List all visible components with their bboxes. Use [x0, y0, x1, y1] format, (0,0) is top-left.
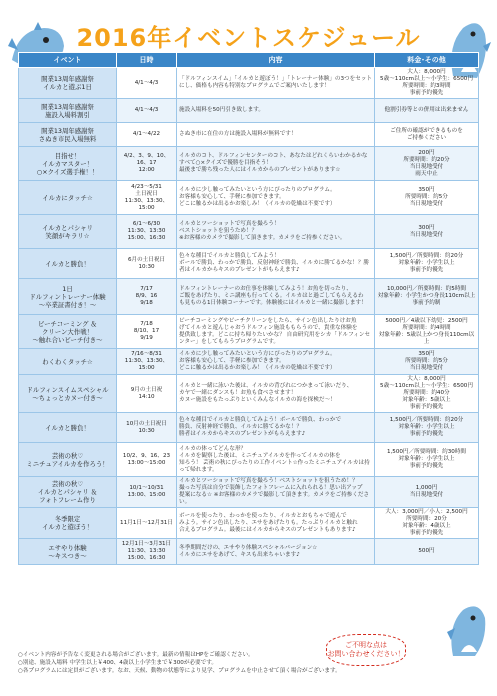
event-name-line: ～ちょっとカヌー付き～ — [32, 393, 103, 402]
date-line: 4/23～5/31 — [131, 183, 162, 190]
event-name-cell — [19, 315, 117, 349]
date-cell — [117, 99, 177, 123]
date-line: 15:00、16:30 — [127, 235, 166, 241]
fee-line: 当日現地受付 — [409, 163, 444, 170]
table-row — [19, 181, 479, 215]
event-name-line: イルカにタッチ☆ — [42, 193, 93, 202]
content-cell — [177, 349, 375, 375]
date-cell — [117, 508, 177, 539]
date-line: 9月の土日祝 — [130, 386, 163, 393]
content-cell — [177, 147, 375, 181]
date-cell — [117, 249, 177, 279]
date-cell — [117, 413, 177, 443]
fee-line: 大人：8,000円 — [407, 69, 446, 75]
fee-cell — [375, 123, 479, 147]
content-line: 冬季期間だけの、エサやり体験スペシャルバージョン☆ — [179, 544, 318, 551]
content-line: どこに触るかは出るかお楽しみ！（イルカの乾燥は不要です） — [179, 365, 336, 371]
content-line: にし、価格も内容も特別なプログラムでご案内いたします！ — [179, 83, 330, 89]
date-line: 6月の土日祝日 — [127, 256, 166, 263]
fee-line: ご持参ください — [406, 134, 447, 141]
table-row — [19, 279, 479, 315]
date-line: 6/1～6/30 — [132, 221, 161, 227]
date-line: 11:30、13:30、15:00 — [124, 197, 169, 211]
content-line: も見ものる1日体験コーナーです。体験後にはイルカと一緒に撮影します！ — [179, 300, 367, 306]
fee-cell — [375, 413, 479, 443]
content-line: イルカに少し触ってみたいという方にぴったりのプログラム。 — [179, 187, 336, 193]
table-row — [19, 68, 479, 99]
fee-line: 所要時間：20分 — [406, 516, 447, 522]
fee-line: 所要時間：約20分 — [403, 156, 450, 163]
fee-cell — [375, 249, 479, 279]
content-line: 施設入場料を50円引き致します。 — [179, 107, 264, 113]
fee-line: 大人：3,000円／小人：2,500円 — [385, 509, 468, 515]
event-name-line: 笑顔がキラリ☆ — [45, 231, 90, 240]
table-row — [19, 375, 479, 413]
date-line: 11:30、13:30 — [127, 228, 166, 234]
date-line: 8/10、17 — [133, 328, 160, 334]
event-name-line: 開業13周年感謝祭 — [41, 75, 94, 83]
date-cell — [117, 315, 177, 349]
content-cell — [177, 315, 375, 349]
event-name-line: イルカと遊ぶ1日 — [43, 83, 92, 91]
content-line: ベストショットを狙うため！？ — [179, 228, 258, 234]
event-name-cell — [19, 508, 117, 539]
bubble-line: お問い合わせください！ — [327, 650, 405, 658]
fee-line: 所要時間：約5分 — [405, 358, 448, 364]
content-line: カヌー施設をもたっぷりといくみんなイルカの海を探検だ～！ — [179, 397, 336, 403]
header-content: 内容 — [177, 53, 375, 68]
event-name-line: ～キスつき～ — [48, 551, 87, 560]
date-line: 12:00 — [138, 167, 155, 173]
table-row — [19, 99, 479, 123]
table-row — [19, 215, 479, 249]
table-header-row — [19, 53, 479, 68]
date-line: 13:00、15:00 — [127, 492, 166, 498]
content-line: イルカと一緒に泳いた後は、イルカの背びれにつかまって泳いだり、 — [179, 383, 353, 389]
date-cell — [117, 68, 177, 99]
fee-line: 対象年齢：小学生以上 — [398, 424, 455, 430]
content-line: 提供致します。どこに持ち帰りたいかな？ 自由研究用をシカ「ドルフィンセンター」をしてもらうプログラムです。 — [179, 331, 371, 345]
fee-line: 500円 — [418, 548, 435, 554]
fee-line: 対象年齢：小学生かつ身長110cm以上 — [377, 293, 476, 299]
fee-line: 対象年齢：5歳以上かつ身長110cm以上 — [378, 331, 475, 345]
content-line: すべて○×クイズで優勝を目指そう！ — [179, 160, 273, 166]
event-name-line: イルカと勝負！ — [45, 423, 90, 432]
event-name-line: イルカと勝負！ — [45, 259, 90, 268]
fee-cell — [375, 539, 479, 565]
date-cell — [117, 539, 177, 565]
content-line: みよう。サイン色出したり、エサをあげたりも。たっぷりイルカと触れ — [179, 519, 358, 526]
event-name-line: ○×クイズ選手権！！ — [36, 167, 99, 176]
date-cell — [117, 215, 177, 249]
fee-line: 事前予約優先 — [409, 267, 444, 273]
date-line: 12月1日～3月31日 — [121, 541, 172, 547]
date-line: 10:30 — [138, 263, 155, 270]
event-name-line: 冬季限定 — [54, 515, 81, 523]
fee-cell — [375, 279, 479, 315]
fee-cell — [375, 375, 479, 413]
fee-line: 1,000円 — [415, 485, 438, 491]
date-line: 7/18 — [140, 321, 153, 327]
date-cell — [117, 279, 177, 315]
fee-cell — [375, 147, 479, 181]
date-line: 土日祝日 — [135, 190, 158, 197]
event-name-cell — [19, 349, 117, 375]
date-line: 10/1～10/31 — [129, 485, 164, 491]
fee-line: 当日現地受付 — [409, 492, 444, 498]
date-line: 4/1～4/3 — [134, 107, 159, 113]
event-name-line: イルカとパシャリ ＆ — [37, 488, 98, 496]
content-line: イルカにエサをあげて、キスも出来ちゃいます♪ — [179, 551, 300, 558]
content-line: ご飯をあげたり、ミニ講座も行ってくる。イルカはと過ごしてもらえるわ — [179, 293, 364, 299]
event-name-line: 芸術の秋♡ — [51, 451, 84, 460]
fee-line: 5歳～110cm以上～小学生：6500円 — [380, 383, 473, 389]
date-line: 9/18 — [140, 300, 153, 306]
fee-line: 10,000円／所要時間：約5時間 — [386, 286, 467, 292]
date-cell — [117, 375, 177, 413]
content-line: イルカに少し触ってみたいという方にぴったりのプログラム。 — [179, 351, 336, 357]
content-cell — [177, 539, 375, 565]
content-cell — [177, 477, 375, 508]
content-line: お客様も安心して、手軽に参加できます。 — [179, 194, 285, 200]
content-line: お客様も安心して、手軽に参加できます。 — [179, 358, 285, 364]
content-line: イルカを観察した後は、ミニチュアイルカを作ってイルカの体を — [179, 452, 341, 459]
fee-line: 事前予約優先 — [409, 530, 444, 536]
fee-line: 事前予約優先 — [409, 463, 444, 469]
event-name-cell — [19, 215, 117, 249]
content-line: ビーチコーミングやビーチクリーンをしたら、サイン色出したりけお魚 — [179, 317, 357, 324]
event-name-line: エサやり体験 — [48, 543, 87, 552]
content-line: カヤで一緒にダンスも！お魚も食べさせます！ — [179, 390, 297, 396]
content-cell — [177, 249, 375, 279]
date-cell — [117, 181, 177, 215]
fee-line: 対象年齢：4歳以上 — [402, 523, 451, 529]
note-line: ○イベント内容が予告なく変更される場合がございます。最新の情報はHPをご確認ください。 — [18, 652, 254, 658]
content-cell — [177, 279, 375, 315]
content-line: 色々な種目でイルカと勝負してみよう！ — [179, 253, 280, 259]
dolphin-mascot-icon — [441, 598, 491, 660]
note-line: ○各プログラムには定員がございます。なお、天候、動物の状態等により見学、プログラムを中止させて頂く場合がございます。 — [18, 668, 341, 674]
content-cell — [177, 68, 375, 99]
table-row — [19, 413, 479, 443]
fee-line: 事前予約制 — [412, 300, 441, 306]
date-line: 11:30、13:30、15:00 — [124, 358, 169, 371]
event-name-line: 開業13周年感謝祭 — [41, 102, 94, 111]
event-name-cell — [19, 443, 117, 477]
page-title: 2016年イベントスケジュール — [76, 24, 421, 52]
content-cell — [177, 375, 375, 413]
content-line: 合えるプログラム。最後にはイルカからキスのプレゼントもあります♪ — [179, 526, 356, 533]
fee-cell — [375, 181, 479, 215]
content-line: イルカとツーショットで写真を撮ろう！ — [179, 221, 280, 227]
content-line: ボールを使ったり、わっかを使ったり、イルカとおもちゃで遊んで — [179, 512, 347, 519]
date-cell — [117, 443, 177, 477]
fee-line: 対象年齢：小学生以上 — [398, 260, 455, 266]
event-name-line: 1日 — [62, 284, 73, 293]
fee-cell — [375, 477, 479, 508]
fee-line: 事前予約優先 — [409, 431, 444, 437]
content-cell — [177, 99, 375, 123]
content-line: どこに触るかは出るかお楽しみ！（イルカの乾燥は不要です） — [179, 201, 336, 207]
event-name-line: わくわくタッチ☆ — [42, 357, 93, 366]
table-row — [19, 508, 479, 539]
fee-line: 当日現地受付 — [409, 365, 444, 371]
table-row — [19, 349, 479, 375]
fee-cell — [375, 315, 479, 349]
event-name-line: イルカと遊ぼう！ — [41, 523, 94, 531]
content-line: ※お客様のカメラで撮影して頂きます。カメラをご持参ください。 — [179, 235, 346, 241]
content-line: 勝者はイルカからキスのプレゼントがもらえます♪ — [179, 431, 306, 437]
event-name-line: ～触れ合いビーチ付き～ — [32, 335, 103, 344]
content-cell — [177, 508, 375, 539]
content-line: ボールで勝負、わっかで勝負、反射神経で勝負、イルカに勝てるかな！？勝者はイルカからキスのプレゼントがもらえます♪ — [179, 260, 370, 273]
table-row — [19, 539, 479, 565]
date-line: 11月1日～12月31日 — [120, 519, 173, 526]
table-row — [19, 147, 479, 181]
event-name-line: ドルフィントレーナー体験 — [29, 292, 106, 301]
date-line: 4/1～4/3 — [134, 79, 159, 86]
schedule-table — [18, 52, 479, 565]
content-line: 色々な種目でイルカと勝負してみよう！ボールで勝負、わっかで — [179, 417, 342, 423]
content-line: げてイルカと遊んじゃおうドルフィン施設ももらうので、貴重な体験を — [179, 324, 358, 331]
fee-line: 当日現地受付 — [409, 201, 444, 207]
content-cell — [177, 413, 375, 443]
content-line: 「ドルフィンスイム」「イルカと遊ぼう！」「トレーナー体験」の3つをセット — [179, 76, 373, 82]
event-name-cell — [19, 375, 117, 413]
event-name-cell — [19, 123, 117, 147]
date-line: 10月の土日祝日 — [126, 420, 167, 427]
fee-line: 他割引券等との併用は出来ません — [384, 107, 469, 113]
fee-line: 5歳～110cm以上～小学生：6500円 — [380, 76, 473, 82]
note-line: ○別途、施設入場料 中学生以上￥400、4歳以上小学生まで￥300が必要です。 — [18, 660, 217, 666]
event-name-cell — [19, 477, 117, 508]
fee-cell — [375, 508, 479, 539]
header-date: 日時 — [117, 53, 177, 68]
fee-line: 所要時間：約5分 — [405, 194, 448, 200]
fee-line: ご住所の確認ができるものを — [390, 127, 463, 134]
header-event: イベント — [19, 53, 117, 68]
fee-line: 事前予約優先 — [409, 90, 444, 96]
content-line: 提案になる☆ ※お客様のカメラで撮影して頂きます。カメラをご持参ください。 — [179, 492, 370, 505]
event-name-line: 施設入場料割引 — [45, 110, 90, 119]
fee-line: 350円 — [418, 187, 435, 193]
fee-line: 200円 — [418, 149, 435, 156]
event-name-cell — [19, 249, 117, 279]
event-name-cell — [19, 413, 117, 443]
fee-line: 300円 — [418, 224, 435, 231]
date-line: 4/1～4/22 — [132, 131, 161, 137]
fee-line: 対象年齢：5歳以上 — [402, 397, 451, 403]
event-name-line: ミニチュアイルカを作ろう！ — [26, 459, 109, 468]
event-name-cell — [19, 181, 117, 215]
event-name-line: ～卒業証書付き！～ — [38, 300, 97, 309]
event-name-line: ビーチコーミング ＆ — [38, 319, 97, 328]
fee-line: 所要時間：約3時間 — [402, 83, 451, 89]
fee-cell — [375, 443, 479, 477]
content-line: イルカのコト、ドルフィンセンターのコト、あなたはどれくらいわかるかな — [179, 153, 368, 159]
content-line: 撮った写真は自分で装飾したフォトフレームに入れられる！思い出アップ — [179, 485, 363, 491]
fee-line: 1,500円／所要時間：約30時間 — [386, 449, 467, 455]
table-row — [19, 315, 479, 349]
event-name-line: イルカとパシャリ — [42, 223, 93, 232]
fee-line: 350円 — [418, 351, 435, 357]
event-name-line: 目指せ！ — [54, 151, 81, 160]
date-line: 10:30 — [138, 427, 155, 434]
inquiry-bubble — [326, 634, 406, 666]
date-cell — [117, 477, 177, 508]
event-name-line: 芸術の秋♡ — [51, 480, 84, 488]
fee-cell — [375, 215, 479, 249]
event-name-line: フォトフレーム作り — [39, 496, 96, 504]
event-name-cell — [19, 68, 117, 99]
date-cell — [117, 123, 177, 147]
date-line: 16、17 — [136, 160, 157, 166]
table-row — [19, 443, 479, 477]
fee-line: 当日現地受付 — [409, 231, 444, 238]
fee-line: 5000円／4歳以下幼児：2500円 — [385, 317, 468, 324]
fee-cell — [375, 99, 479, 123]
content-line: さぬき市に在住の方は施設入場料が無料です！ — [179, 131, 297, 137]
fee-line: 対象年齢：小学生以上 — [398, 456, 455, 462]
content-line: イルカの体ってどんな形？ — [179, 445, 247, 452]
fee-line: 1,500円／所要時間：約20分 — [389, 253, 464, 259]
table-row — [19, 477, 479, 508]
date-line: 7/17 — [140, 286, 153, 292]
date-cell — [117, 147, 177, 181]
table-row — [19, 123, 479, 147]
fee-line: 所要時間：約4時間 — [402, 324, 451, 331]
event-name-cell — [19, 539, 117, 565]
date-line: 10/2、9、16、23 — [122, 452, 171, 459]
date-line: 11:30、13:30 — [127, 548, 166, 554]
content-line: 最後まで勝ち残った人にはイルカからのプレゼントがあります☆ — [179, 167, 341, 173]
fee-cell — [375, 349, 479, 375]
event-name-line: クリーン大作戦！ — [42, 327, 93, 336]
fee-line: 大人：8,000円 — [407, 376, 446, 382]
content-line: イルカとツーショットで写真を撮ろう！ベストショットを狙うため！？ — [179, 478, 358, 484]
content-cell — [177, 443, 375, 477]
content-line: 勝負、反射神経で勝負、イルカに勝てるかな！？ — [179, 424, 303, 430]
header-fee: 料金･その他 — [375, 53, 479, 68]
fee-line: 雨天中止 — [415, 170, 438, 177]
event-name-cell — [19, 147, 117, 181]
date-line: 14:10 — [138, 393, 155, 400]
event-name-cell — [19, 99, 117, 123]
event-name-line: 開業13周年感謝祭 — [41, 126, 94, 135]
fee-cell — [375, 68, 479, 99]
bubble-line: ご不明な点は — [345, 641, 387, 649]
date-cell — [117, 349, 177, 375]
content-cell — [177, 123, 375, 147]
content-cell — [177, 215, 375, 249]
fee-line: 所要時間：約40分 — [403, 390, 450, 396]
content-line: ドルフィントレーナーのお仕事を体験してみよう！お魚を切ったり、 — [179, 286, 352, 292]
date-line: 8/9、16 — [135, 293, 158, 299]
date-line: 4/2、3、9、10、 — [123, 153, 170, 159]
fee-line: 事前予約優先 — [409, 404, 444, 410]
table-row — [19, 249, 479, 279]
date-line: 9/19 — [140, 335, 153, 341]
content-line: 知ろう！ 芸術の秋にぴったりの工作イベント☆作ったミニチュアイルカは持って帰れます。 — [179, 459, 370, 473]
event-name-cell — [19, 279, 117, 315]
fee-line: 1,500円／所要時間：約20分 — [389, 417, 464, 423]
date-line: 15:00、16:30 — [127, 555, 166, 561]
event-name-line: ドルフィンスイムスペシャル — [26, 385, 109, 394]
date-line: 7/16～8/31 — [131, 351, 162, 357]
content-cell — [177, 181, 375, 215]
event-name-line: イルカマスター！ — [41, 159, 94, 168]
date-line: 13:00～15:00 — [127, 459, 166, 466]
event-name-line: さぬき市民入場無料 — [38, 134, 97, 143]
